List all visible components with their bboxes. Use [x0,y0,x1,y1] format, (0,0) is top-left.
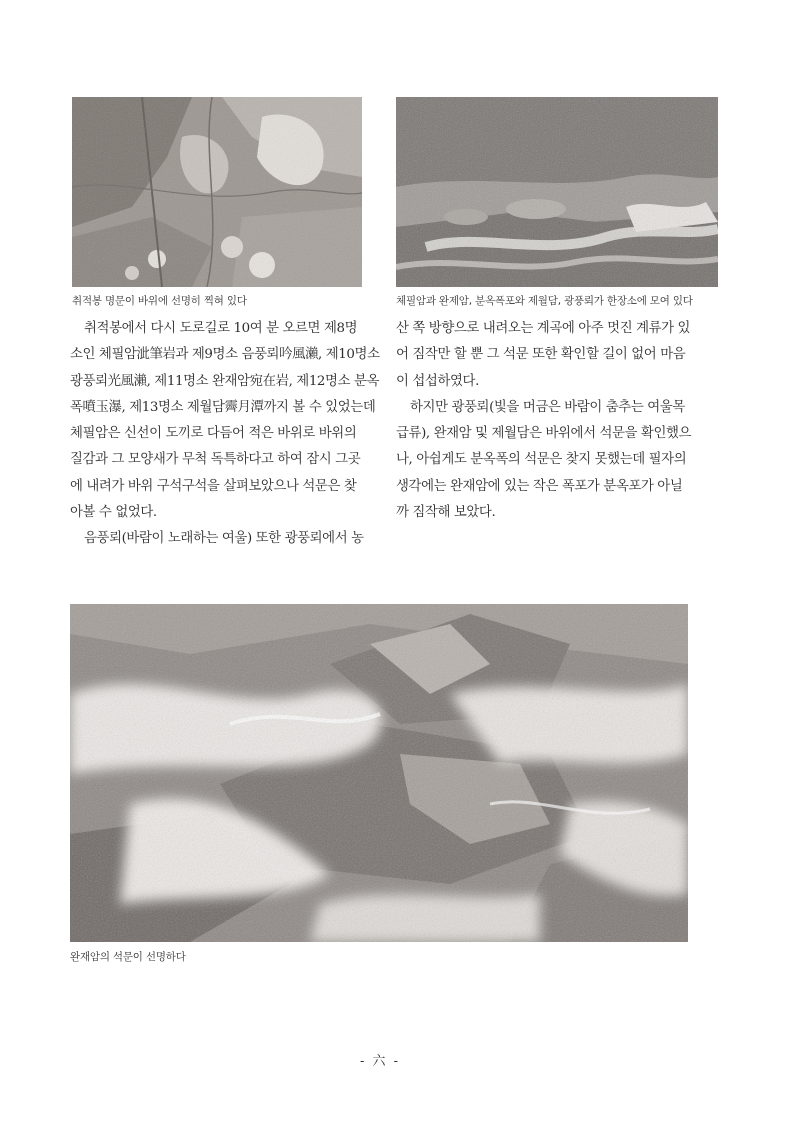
text-line: 체필암은 신선이 도끼로 다듬어 적은 바위로 바위의 [70,426,357,442]
text-line: 하지만 광풍뢰(빛을 머금은 바람이 춤추는 여울목 [410,399,685,415]
text-line: 취적봉에서 다시 도로길로 10여 분 오르면 제8명 [84,321,358,336]
text-line: 생각에는 완재암에 있는 작은 폭포가 분옥포가 아닐 [396,478,683,494]
text-line: 나, 아쉽게도 분옥폭의 석문은 찾지 못했는데 필자의 [396,452,687,468]
text-line: 산 쪽 방향으로 내려오는 계곡에 아주 멋진 계류가 있 [396,321,691,336]
text-line: 아볼 수 없었다. [70,505,157,521]
valley-stream-photo [396,97,718,287]
photo-caption-valley: 체필암과 완제암, 분옥폭포와 제월담, 광풍뢰가 한장소에 모여 있다 [396,295,693,307]
text-line: 폭噴玉瀑, 제13명소 제월담霽月潭까지 볼 수 있었는데 [70,399,376,415]
water-rock-photo [70,604,688,942]
text-line: 소인 체필암泚筆岩과 제9명소 음풍뢰吟風瀨, 제10명소 [70,347,380,363]
rock-inscription-photo [72,97,362,287]
text-line: 급류), 완재암 및 제월담은 바위에서 석문을 확인했으 [396,426,692,442]
article-column-left [70,316,380,553]
text-line: 음풍뢰(바람이 노래하는 여울) 또한 광풍뢰에서 농 [84,531,364,547]
text-line: 이 섭섭하였다. [396,373,479,389]
text-line: 에 내려가 바위 구석구석을 살펴보았으나 석문은 찾 [70,478,357,494]
photo-caption-rock-inscription: 취적봉 명문이 바위에 선명히 찍혀 있다 [72,295,247,307]
text-line: 까 짐작해 보았다. [396,505,496,521]
text-line: 광풍뢰光風瀨, 제11명소 완재암宛在岩, 제12명소 분옥 [70,373,380,389]
text-line: 어 짐작만 할 뿐 그 석문 또한 확인할 길이 없어 마음 [396,347,686,363]
photo-caption-waterfall-rock: 완재암의 석문이 선명하다 [70,951,186,963]
text-line: 질감과 그 모양새가 무척 독특하다고 하여 잠시 그곳 [70,452,361,468]
page-number: - 六 - [359,1054,401,1069]
article-column-right [396,316,706,526]
